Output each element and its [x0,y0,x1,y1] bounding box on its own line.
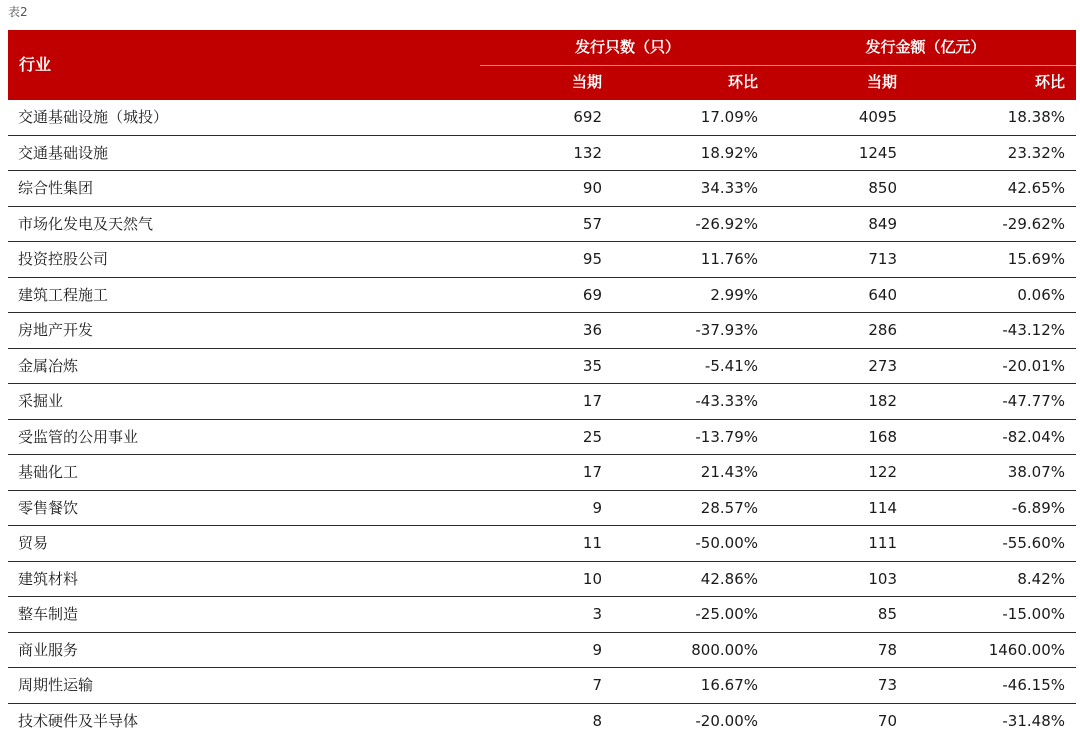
industry-cell: 基础化工 [18,463,78,481]
table-row [8,100,1076,136]
header-amount-qoq: 环比 [897,72,1065,92]
count-cell: 8 [480,712,602,730]
industry-cell: 建筑材料 [18,570,78,588]
amount-cell: 85 [775,605,897,623]
industry-cell: 采掘业 [18,392,63,410]
amount-qoq-cell: -46.15% [897,676,1065,694]
table-row [8,597,1076,633]
industry-cell: 整车制造 [18,605,78,623]
count-cell: 11 [480,534,602,552]
amount-cell: 286 [775,321,897,339]
amount-cell: 849 [775,215,897,233]
table-row [8,384,1076,420]
industry-cell: 交通基础设施（城投） [18,108,168,126]
amount-cell: 4095 [775,108,897,126]
table-row [8,562,1076,598]
table-row [8,171,1076,207]
count-cell: 10 [480,570,602,588]
industry-cell: 交通基础设施 [18,144,108,162]
header-count-qoq: 环比 [602,72,758,92]
industry-cell: 投资控股公司 [18,250,108,268]
count-qoq-cell: 42.86% [602,570,758,588]
amount-cell: 103 [775,570,897,588]
table-row [8,491,1076,527]
count-qoq-cell: 34.33% [602,179,758,197]
amount-qoq-cell: 18.38% [897,108,1065,126]
amount-qoq-cell: 8.42% [897,570,1065,588]
amount-cell: 78 [775,641,897,659]
table-row [8,136,1076,172]
amount-cell: 273 [775,357,897,375]
amount-qoq-cell: 15.69% [897,250,1065,268]
amount-qoq-cell: -82.04% [897,428,1065,446]
count-cell: 25 [480,428,602,446]
header-group-count: 发行只数（只） [480,37,775,57]
amount-qoq-cell: 1460.00% [897,641,1065,659]
count-qoq-cell: 800.00% [602,641,758,659]
industry-cell: 零售餐饮 [18,499,78,517]
header-industry: 行业 [19,55,51,75]
table-row [8,278,1076,314]
count-qoq-cell: -5.41% [602,357,758,375]
amount-qoq-cell: -20.01% [897,357,1065,375]
amount-cell: 640 [775,286,897,304]
amount-cell: 168 [775,428,897,446]
table-row [8,526,1076,562]
amount-qoq-cell: -55.60% [897,534,1065,552]
table-row [8,313,1076,349]
count-cell: 90 [480,179,602,197]
count-qoq-cell: -13.79% [602,428,758,446]
amount-qoq-cell: -31.48% [897,712,1065,730]
industry-cell: 技术硬件及半导体 [18,712,138,730]
amount-qoq-cell: -29.62% [897,215,1065,233]
amount-qoq-cell: -47.77% [897,392,1065,410]
amount-qoq-cell: -6.89% [897,499,1065,517]
count-cell: 9 [480,641,602,659]
count-cell: 17 [480,392,602,410]
count-qoq-cell: -50.00% [602,534,758,552]
industry-cell: 贸易 [18,534,48,552]
amount-cell: 73 [775,676,897,694]
count-cell: 7 [480,676,602,694]
table-header [8,30,1076,100]
amount-qoq-cell: -43.12% [897,321,1065,339]
count-qoq-cell: 21.43% [602,463,758,481]
table-row [8,420,1076,456]
issuance-table [8,30,1076,738]
table-row [8,242,1076,278]
industry-cell: 受监管的公用事业 [18,428,138,446]
table-row [8,704,1076,738]
header-group-amount: 发行金额（亿元） [775,37,1076,57]
count-cell: 95 [480,250,602,268]
industry-cell: 房地产开发 [18,321,93,339]
count-qoq-cell: 2.99% [602,286,758,304]
amount-cell: 111 [775,534,897,552]
header-divider [480,65,1076,66]
industry-cell: 市场化发电及天然气 [18,215,153,233]
count-qoq-cell: 16.67% [602,676,758,694]
industry-cell: 商业服务 [18,641,78,659]
count-cell: 9 [480,499,602,517]
table-body [8,100,1076,738]
industry-cell: 综合性集团 [18,179,93,197]
count-cell: 69 [480,286,602,304]
table-row [8,207,1076,243]
amount-cell: 114 [775,499,897,517]
table-row [8,633,1076,669]
amount-cell: 70 [775,712,897,730]
industry-cell: 金属冶炼 [18,357,78,375]
amount-qoq-cell: 42.65% [897,179,1065,197]
count-qoq-cell: 17.09% [602,108,758,126]
count-cell: 35 [480,357,602,375]
amount-cell: 182 [775,392,897,410]
count-qoq-cell: 11.76% [602,250,758,268]
table-caption: 表2 [8,3,28,20]
count-qoq-cell: -25.00% [602,605,758,623]
count-qoq-cell: 18.92% [602,144,758,162]
amount-cell: 1245 [775,144,897,162]
count-qoq-cell: -20.00% [602,712,758,730]
amount-qoq-cell: 23.32% [897,144,1065,162]
industry-cell: 周期性运输 [18,676,93,694]
count-cell: 17 [480,463,602,481]
amount-qoq-cell: 0.06% [897,286,1065,304]
header-amount-current: 当期 [775,72,897,92]
header-count-current: 当期 [480,72,602,92]
count-qoq-cell: -43.33% [602,392,758,410]
industry-cell: 建筑工程施工 [18,286,108,304]
amount-cell: 122 [775,463,897,481]
count-qoq-cell: -37.93% [602,321,758,339]
count-qoq-cell: 28.57% [602,499,758,517]
amount-cell: 713 [775,250,897,268]
table-row [8,455,1076,491]
count-cell: 36 [480,321,602,339]
amount-qoq-cell: 38.07% [897,463,1065,481]
amount-qoq-cell: -15.00% [897,605,1065,623]
count-cell: 57 [480,215,602,233]
amount-cell: 850 [775,179,897,197]
count-cell: 132 [480,144,602,162]
table-row [8,349,1076,385]
table-row [8,668,1076,704]
count-qoq-cell: -26.92% [602,215,758,233]
count-cell: 692 [480,108,602,126]
count-cell: 3 [480,605,602,623]
